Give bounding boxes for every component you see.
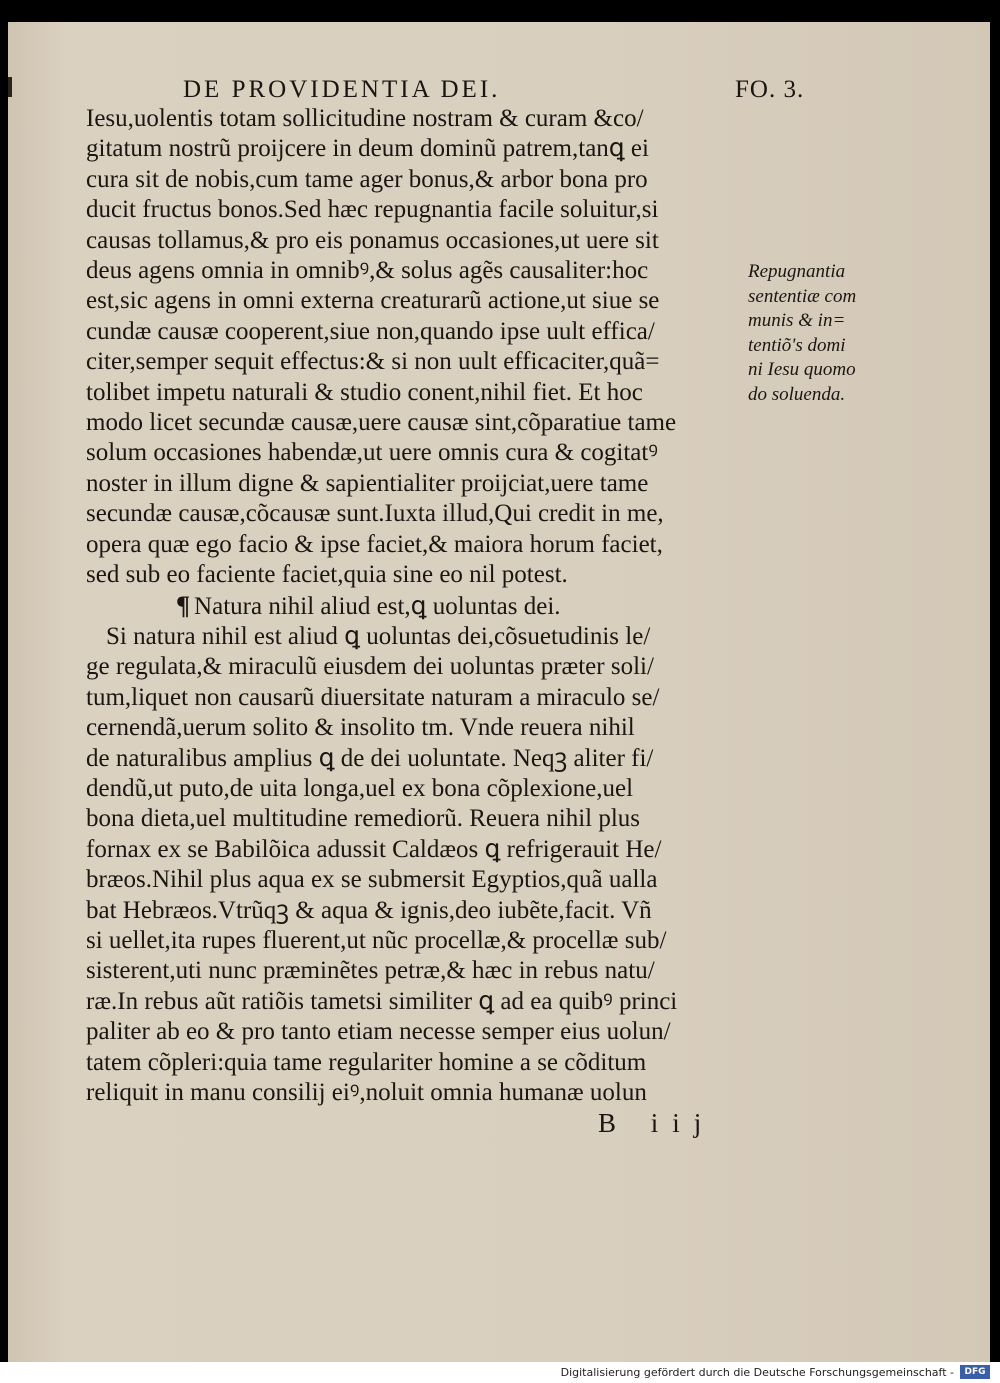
- marginal-line: do soluenda.: [748, 383, 846, 405]
- text-line: cundæ causæ cooperent,siue non,quando ipse uult effica/: [86, 317, 655, 345]
- text-line: cernendã,uerum solito & insolito tm. Vnde reuera nihil: [86, 714, 635, 742]
- text-line: solum occasiones habendæ,ut uere omnis cura & cogitatꝰ: [86, 439, 658, 467]
- marginal-line: tentiõ's domi: [748, 334, 846, 356]
- text-line: tatem cõpleri:quia tame regulariter homine a se cõditum: [86, 1048, 647, 1076]
- book-page: [8, 22, 990, 1362]
- footer-credit: Digitalisierung gefördert durch die Deutsche Forschungsgemeinschaft -: [560, 1366, 954, 1379]
- marginal-line: ni Iesu quomo: [748, 359, 856, 380]
- text-line: tolibet impetu naturali & studio conent,nihil fiet. Et hoc: [86, 378, 643, 406]
- marginal-line: munis & in=: [748, 310, 846, 331]
- text-line: dendũ,ut puto,de uita longa,uel ex bona cõplexione,uel: [86, 774, 634, 802]
- folio-number: FO. 3.: [735, 76, 805, 103]
- text-line: est,sic agens in omni externa creaturarũ actione,ut siue se: [86, 287, 660, 315]
- signature-mark: B iij: [598, 1108, 716, 1138]
- text-line: Iesu,uolentis totam sollicitudine nostram & curam &co/: [86, 105, 644, 132]
- text-line: bat Hebræos.Vtrũqꝫ & aqua & ignis,deo iubẽte,facit. Vñ: [86, 896, 652, 924]
- text-line: bona dieta,uel multitudine remediorũ. Reuera nihil plus: [86, 805, 641, 833]
- section-heading: [86, 591, 751, 622]
- section-heading-text: Natura nihil aliud est,ꝗ uoluntas dei.: [194, 592, 561, 620]
- dfg-logo-icon: DFG: [960, 1365, 990, 1379]
- text-line: cura sit de nobis,cum tame ager bonus,& arbor bona pro: [86, 165, 648, 193]
- text-line: paliter ab eo & pro tanto etiam necesse semper eius uolun/: [86, 1018, 671, 1046]
- text-line: ræ.In rebus aũt ratiõis tametsi similiter ꝗ ad ea quibꝰ princi: [86, 987, 678, 1015]
- text-line: deus agens omnia in omnibꝰ,& solus agẽs causaliter:hoc: [86, 257, 649, 285]
- text-line: sisterent,uti nunc præminẽtes petræ,& hæc in rebus natu/: [86, 957, 655, 985]
- text-line: gitatum nostrũ proijcere in deum dominũ patrem,tanꝗ ei: [86, 135, 649, 163]
- text-line: si uellet,ita rupes fluerent,ut nũc procellæ,& procellæ sub/: [86, 926, 667, 954]
- text-line: de naturalibus amplius ꝗ de dei uoluntate. Neqꝫ aliter fi/: [86, 744, 654, 772]
- digitization-footer: [0, 1362, 1000, 1383]
- marginal-note: [748, 260, 883, 407]
- text-line: tum,liquet non causarũ diuersitate naturam a miraculo se/: [86, 683, 660, 711]
- text-line: modo licet secundæ causæ,uere causæ sint,cõparatiue tame: [86, 409, 677, 437]
- text-line: citer,semper sequit effectus:& si non uult efficaciter,quã=: [86, 348, 660, 376]
- text-line: bræos.Nihil plus aqua ex se submersit Egyptios,quã ualla: [86, 866, 658, 894]
- text-line: noster in illum digne & sapientialiter proijciat,uere tame: [86, 469, 649, 497]
- text-line: reliquit in manu consilij eiꝰ,noluit omnia humanæ uolun: [86, 1079, 647, 1106]
- running-head: DE PROVIDENTIA DEI.: [183, 76, 501, 103]
- text-line: fornax ex se Babilõica adussit Caldæos ꝗ refrigerauit He/: [86, 835, 662, 863]
- main-text-block: [86, 104, 751, 1108]
- text-line: causas tollamus,& pro eis ponamus occasiones,ut uere sit: [86, 226, 659, 254]
- marginal-line: Repugnantia: [748, 261, 846, 282]
- text-line: ge regulata,& miraculũ eiusdem dei uoluntas præter soli/: [86, 653, 654, 681]
- text-line: secundæ causæ,cõcausæ sunt.Iuxta illud,Qui credit in me,: [86, 500, 664, 528]
- text-line: Si natura nihil est aliud ꝗ uoluntas dei,cõsuetudinis le/: [106, 622, 651, 650]
- text-line: opera quæ ego facio & ipse faciet,& maiora horum faciet,: [86, 530, 663, 558]
- marginal-line: sententiæ com: [748, 285, 857, 307]
- pilcrow-icon: ¶: [176, 590, 191, 620]
- text-line: sed sub eo faciente faciet,quia sine eo nil potest.: [86, 561, 568, 589]
- binding-mark: [8, 77, 12, 97]
- text-line: ducit fructus bonos.Sed hæc repugnantia facile soluitur,si: [86, 196, 659, 224]
